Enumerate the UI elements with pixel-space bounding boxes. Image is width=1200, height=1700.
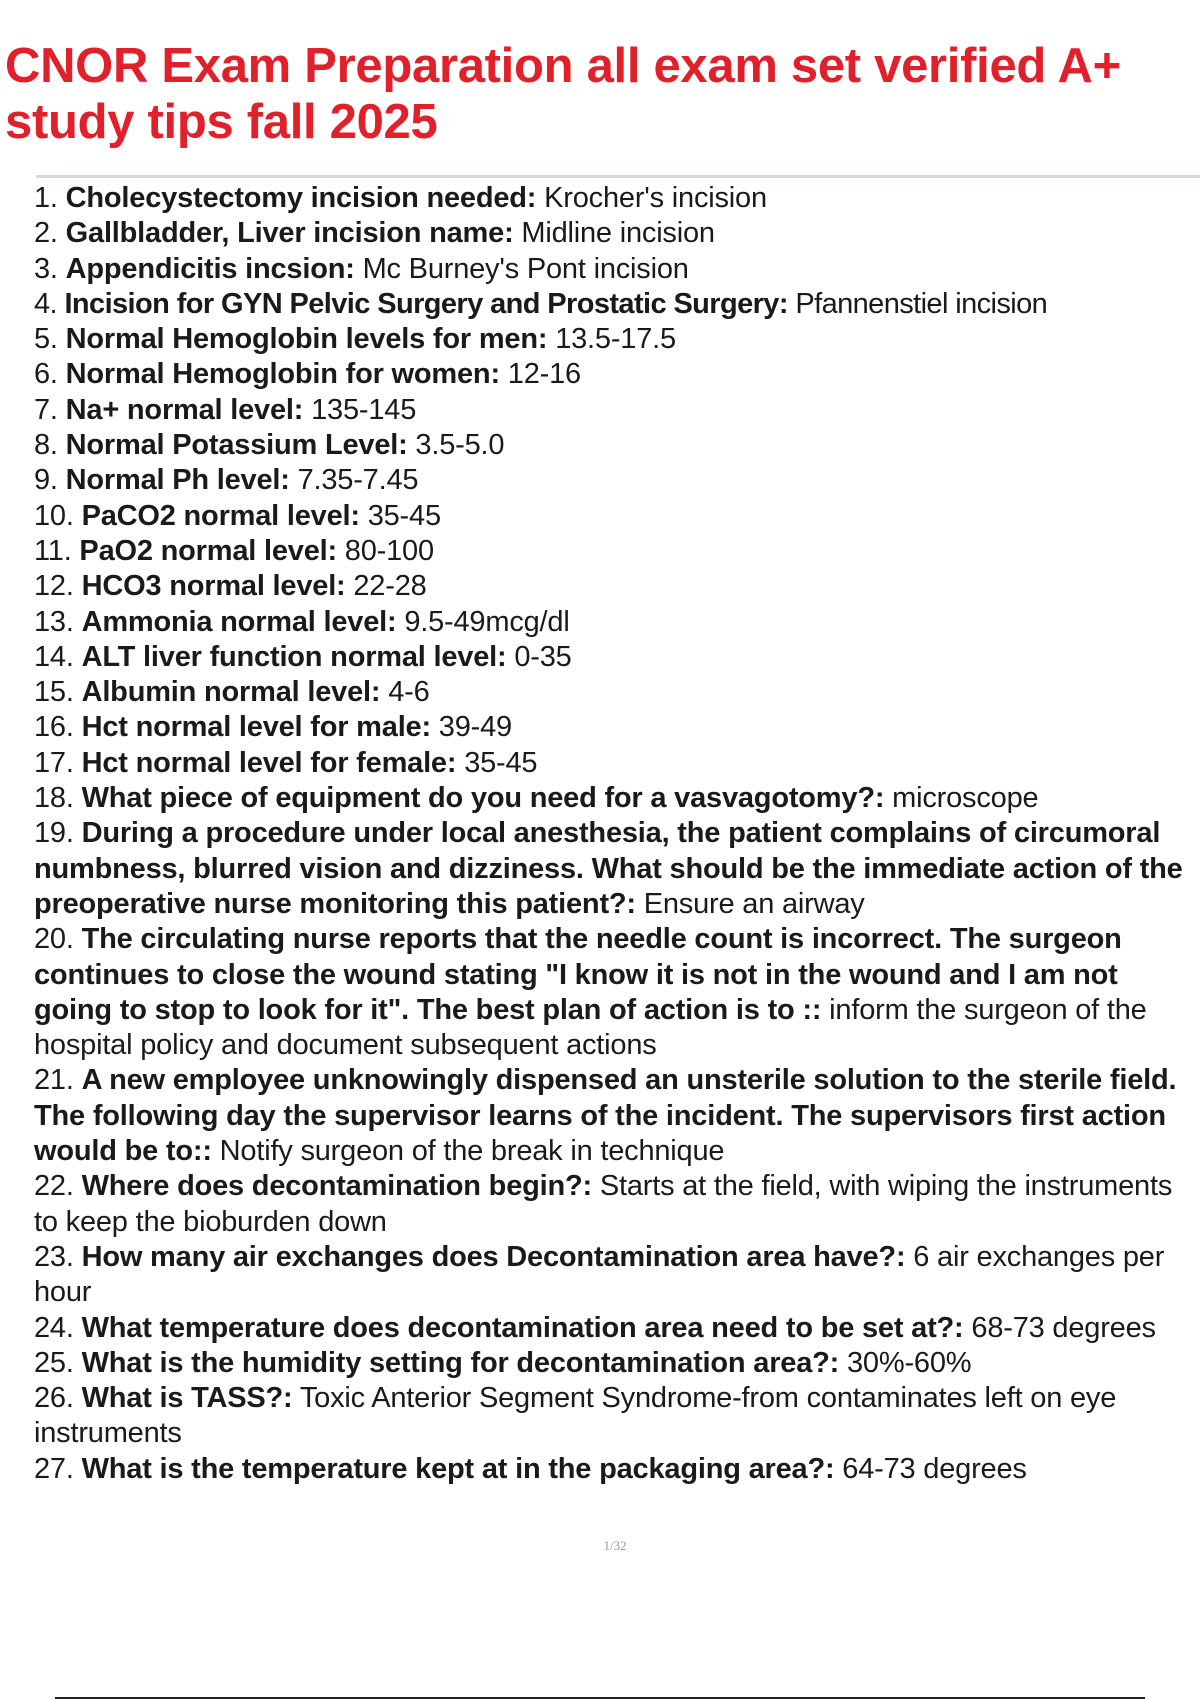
- item-number: 5.: [34, 323, 58, 356]
- footer-divider: [55, 1697, 1145, 1699]
- item-answer: 64-73 degrees: [842, 1452, 1027, 1485]
- item-question: Normal Hemoglobin levels for men:: [65, 323, 548, 356]
- qa-item: [34, 181, 1200, 216]
- qa-item: [34, 1063, 1200, 1169]
- item-answer: 3.5-5.0: [415, 429, 505, 462]
- item-answer: 7.35-7.45: [297, 464, 419, 497]
- qa-item: [34, 781, 1200, 816]
- item-number: 24.: [34, 1311, 74, 1344]
- item-number: 10.: [34, 499, 74, 532]
- item-answer: 22-28: [353, 570, 427, 603]
- qa-item: [34, 640, 1200, 675]
- item-question: Gallbladder, Liver incision name:: [65, 217, 514, 250]
- qa-list: [34, 181, 1200, 1487]
- item-number: 27.: [34, 1452, 74, 1485]
- item-question: A new employee unknowingly dispensed an unsterile solution to the sterile field. The following day the supervisor learns of the incident. The supervisors first action would be to::: [34, 1064, 1177, 1168]
- item-number: 21.: [34, 1064, 74, 1097]
- item-number: 17.: [34, 746, 74, 779]
- item-number: 13.: [34, 605, 74, 638]
- item-answer: 13.5-17.5: [555, 323, 676, 356]
- qa-item: [34, 357, 1200, 392]
- item-question: ALT liver function normal level:: [81, 640, 507, 673]
- item-question: Normal Ph level:: [65, 464, 290, 497]
- item-answer: Mc Burney's Pont incision: [362, 252, 689, 285]
- item-number: 16.: [34, 711, 74, 744]
- qa-item: [34, 605, 1200, 640]
- qa-item: [34, 216, 1200, 251]
- item-answer: 12-16: [507, 358, 581, 391]
- qa-item: [34, 1452, 1200, 1487]
- item-answer: 30%-60%: [847, 1346, 972, 1379]
- qa-item: [34, 322, 1200, 357]
- item-question: Appendicitis incsion:: [65, 252, 355, 285]
- item-answer: 35-45: [464, 746, 538, 779]
- item-number: 19.: [34, 817, 74, 850]
- qa-item: [34, 463, 1200, 498]
- item-number: 14.: [34, 640, 74, 673]
- qa-item: [34, 1381, 1200, 1452]
- item-question: Cholecystectomy incision needed:: [65, 182, 537, 214]
- item-answer: 9.5-49mcg/dl: [404, 605, 570, 638]
- item-answer: inform the surgeon of the hospital policy and document subsequent actions: [34, 993, 1147, 1062]
- item-number: 1.: [34, 182, 58, 214]
- qa-item: [34, 1240, 1200, 1311]
- item-question: What is the temperature kept at in the packaging area?:: [81, 1452, 835, 1485]
- item-answer: Toxic Anterior Segment Syndrome-from contaminates left on eye instruments: [34, 1382, 1117, 1450]
- page-title: CNOR Exam Preparation all exam set verified A+ study tips fall 2025: [5, 39, 1121, 149]
- qa-item: [34, 287, 1200, 322]
- item-answer: Midline incision: [521, 217, 715, 250]
- item-question: During a procedure under local anesthesia, the patient complains of circumoral numbness, blurred vision and dizziness. What should be the immediate action of the preoperative nurse monitoring this patient?:: [34, 817, 1183, 920]
- item-answer: Ensure an airway: [643, 887, 865, 920]
- item-question: Na+ normal level:: [65, 393, 304, 426]
- qa-item: [34, 499, 1200, 534]
- item-question: How many air exchanges does Decontamination area have?:: [81, 1240, 906, 1273]
- item-question: What is the humidity setting for decontamination area?:: [81, 1346, 840, 1379]
- qa-item: [34, 675, 1200, 710]
- item-number: 7.: [34, 393, 58, 426]
- item-number: 15.: [34, 676, 74, 709]
- item-question: What is TASS?:: [81, 1382, 293, 1415]
- item-number: 11.: [34, 534, 72, 567]
- item-number: 23.: [34, 1240, 74, 1273]
- qa-item: [34, 428, 1200, 463]
- item-question: Incision for GYN Pelvic Surgery and Prostatic Surgery:: [64, 287, 788, 320]
- qa-item: [34, 1169, 1200, 1240]
- qa-item: [34, 710, 1200, 745]
- item-answer: 135-145: [311, 393, 417, 426]
- item-question: PaO2 normal level:: [79, 534, 337, 567]
- item-question: Normal Potassium Level:: [65, 429, 408, 462]
- item-number: 20.: [34, 923, 74, 956]
- item-question: What temperature does decontamination area need to be set at?:: [81, 1311, 964, 1344]
- item-number: 12.: [34, 570, 74, 603]
- item-question: Normal Hemoglobin for women:: [65, 358, 500, 391]
- item-question: The circulating nurse reports that the needle count is incorrect. The surgeon continues to close the wound stating "I know it is not in the wound and I am not going to stop to look for it". The best plan of action is to ::: [34, 923, 1122, 1026]
- item-answer: 35-45: [367, 499, 441, 532]
- qa-item: [34, 534, 1200, 569]
- item-question: Hct normal level for male:: [81, 711, 431, 744]
- item-number: 22.: [34, 1170, 74, 1203]
- item-answer: 80-100: [344, 534, 434, 567]
- qa-item: [34, 816, 1200, 922]
- item-answer: microscope: [892, 782, 1039, 815]
- item-number: 18.: [34, 782, 74, 815]
- item-question: Ammonia normal level:: [81, 605, 397, 638]
- qa-item: [34, 252, 1200, 287]
- item-question: HCO3 normal level:: [81, 570, 346, 603]
- item-number: 26.: [34, 1382, 74, 1415]
- item-answer: Notify surgeon of the break in technique: [219, 1135, 725, 1168]
- qa-item: [34, 746, 1200, 781]
- item-number: 8.: [34, 429, 58, 462]
- item-answer: 39-49: [438, 711, 512, 744]
- item-answer: Krocher's incision: [544, 182, 767, 214]
- item-number: 4.: [34, 287, 57, 320]
- page-number: 1/32: [603, 1538, 627, 1553]
- item-answer: 4-6: [388, 676, 430, 709]
- item-question: What piece of equipment do you need for a vasvagotomy?:: [81, 782, 885, 815]
- item-answer: 6 air exchanges per hour: [34, 1240, 1165, 1309]
- title-divider: [36, 175, 1200, 178]
- item-answer: Pfannenstiel incision: [795, 287, 1048, 320]
- item-question: Hct normal level for female:: [81, 746, 457, 779]
- qa-item: [34, 922, 1200, 1063]
- item-number: 9.: [34, 464, 58, 497]
- item-question: PaCO2 normal level:: [81, 499, 360, 532]
- item-answer: 68-73 degrees: [971, 1311, 1156, 1344]
- item-question: Albumin normal level:: [81, 676, 381, 709]
- item-number: 3.: [34, 252, 58, 285]
- item-answer: Starts at the field, with wiping the instruments to keep the bioburden down: [34, 1170, 1173, 1238]
- item-answer: 0-35: [514, 640, 572, 673]
- qa-item: [34, 1311, 1200, 1346]
- qa-item: [34, 393, 1200, 428]
- qa-item: [34, 1346, 1200, 1381]
- qa-item: [34, 569, 1200, 604]
- item-question: Where does decontamination begin?:: [81, 1170, 592, 1203]
- item-number: 6.: [34, 358, 58, 391]
- item-number: 2.: [34, 217, 58, 250]
- item-number: 25.: [34, 1346, 74, 1379]
